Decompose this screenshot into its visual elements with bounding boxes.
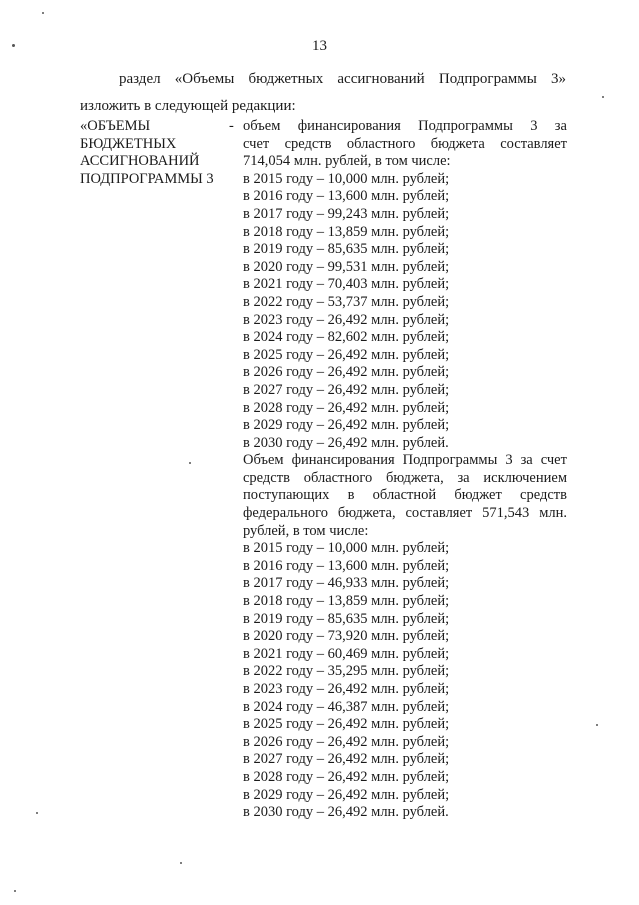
text-line: рублей, в том числе: [243,522,369,539]
year-line: в 2021 году – 60,469 млн. рублей; [243,645,450,662]
word: средств [243,469,290,486]
word: Подпрограммы [418,118,513,134]
scan-speck [596,724,598,726]
year-line: в 2019 году – 85,635 млн. рублей; [243,610,450,627]
year-line: в 2016 году – 13,600 млн. рублей; [243,188,450,205]
scan-speck [42,12,44,14]
year-line: в 2017 году – 99,243 млн. рублей; [243,205,450,222]
word: счет [540,452,567,469]
year-line: в 2016 году – 13,600 млн. рублей; [243,557,450,574]
year-line: в 2030 году – 26,492 млн. рублей. [243,434,449,451]
heading-line: «ОБЪЕМЫ [80,118,151,134]
year-line: в 2026 году – 26,492 млн. рублей; [243,364,450,381]
year-line: в 2027 году – 26,492 млн. рублей; [243,381,450,398]
word: объем [243,118,281,134]
text-line [243,136,567,154]
year-line: в 2020 году – 99,531 млн. рублей; [243,258,450,275]
word: за [554,118,567,134]
word: Объем [243,452,284,469]
word: составляет [500,135,567,152]
text-line [243,118,567,136]
word: 3 [505,452,513,469]
word: в [347,487,355,504]
word: бюджета [430,135,485,152]
year-line: в 2026 году – 26,492 млн. рублей; [243,733,450,750]
word: 3 [530,118,538,134]
intro-word: бюджетных [248,71,324,87]
year-line: в 2030 году – 26,492 млн. рублей. [243,804,449,821]
year-line: в 2021 году – 70,403 млн. рублей; [243,276,450,293]
word: бюджета, [386,469,444,486]
year-line: в 2029 году – 26,492 млн. рублей; [243,417,450,434]
intro-paragraph [80,66,566,120]
heading-line: ПОДПРОГРАММЫ 3 [80,170,214,187]
scan-speck [189,462,191,464]
word: за [520,452,533,469]
heading-dash: - [229,118,234,134]
year-line: в 2015 году – 10,000 млн. рублей; [243,170,450,187]
scan-speck [14,890,16,892]
year-line: в 2017 году – 46,933 млн. рублей; [243,575,450,592]
year-line: в 2025 году – 26,492 млн. рублей; [243,716,450,733]
word: исключением [483,469,567,486]
word: за [457,469,470,486]
year-line: в 2024 году – 82,602 млн. рублей; [243,329,450,346]
year-line: в 2029 году – 26,492 млн. рублей; [243,786,450,803]
intro-word: ассигнований [337,71,425,87]
intro-word: раздел [119,71,161,87]
word: поступающих [243,487,330,504]
word: счет [243,135,270,152]
text-line: 714,054 млн. рублей, в том числе: [243,153,451,170]
text-line [243,505,567,523]
text-line [243,452,567,470]
scan-speck [602,96,604,98]
text-line [243,470,567,488]
word: финансирования [297,118,401,134]
heading-line: БЮДЖЕТНЫХ [80,135,177,152]
word: федерального [243,505,328,522]
year-line: в 2028 году – 26,492 млн. рублей; [243,768,450,785]
funding-description [243,118,567,822]
intro-word: 3» [550,71,566,87]
word: 571,543 [482,505,530,522]
word: бюджета, [337,505,396,522]
word: бюджет [454,487,502,504]
year-line: в 2028 году – 26,492 млн. рублей; [243,399,450,416]
word: областного [303,469,373,486]
page-number: 13 [312,38,327,54]
scan-speck [180,862,182,864]
year-line: в 2022 году – 53,737 млн. рублей; [243,293,450,310]
year-line: в 2023 году – 26,492 млн. рублей; [243,311,450,328]
word: финансирования [291,452,395,469]
year-line: в 2015 году – 10,000 млн. рублей; [243,540,450,557]
section-heading [80,118,230,188]
word: средств [520,487,567,504]
text-line [243,487,567,505]
year-line: в 2027 году – 26,492 млн. рублей; [243,751,450,768]
year-line: в 2018 году – 13,859 млн. рублей; [243,593,450,610]
year-line: в 2019 году – 85,635 млн. рублей; [243,241,450,258]
year-line: в 2022 году – 35,295 млн. рублей; [243,663,450,680]
word: млн. [539,505,567,522]
heading-line: АССИГНОВАНИЙ [80,153,200,170]
word: составляет [405,505,473,522]
intro-word: «Объемы [174,71,235,87]
intro-line-2: изложить в следующей редакции: [80,98,296,114]
year-line: в 2018 году – 13,859 млн. рублей; [243,223,450,240]
year-line: в 2023 году – 26,492 млн. рублей; [243,681,450,697]
word: средств [284,135,332,152]
word: областной [372,487,437,504]
word: областного [346,135,416,152]
word: Подпрограммы [402,452,498,469]
intro-line-1 [80,66,566,93]
intro-word: Подпрограммы [438,71,537,87]
year-line: в 2020 году – 73,920 млн. рублей; [243,628,450,645]
year-line: в 2024 году – 46,387 млн. рублей; [243,698,450,715]
year-line: в 2025 году – 26,492 млн. рублей; [243,346,450,363]
scan-speck [36,812,38,814]
